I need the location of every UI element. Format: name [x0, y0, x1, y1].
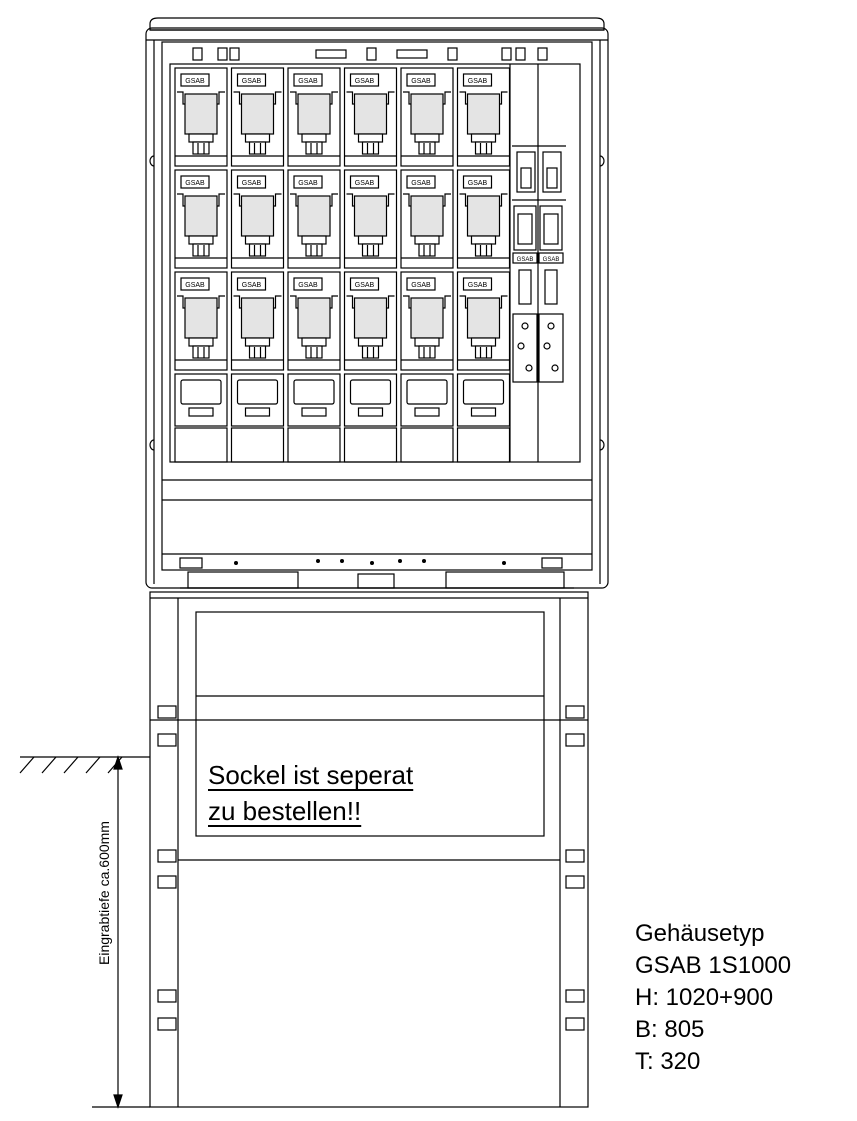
depth-label: Eingrabtiefe ca.600mm — [96, 821, 112, 965]
fuse-label: GSAB — [411, 282, 431, 289]
meter-slot — [232, 374, 284, 462]
meter-slot — [401, 374, 453, 462]
meter-slot — [345, 374, 397, 462]
fuse-label: GSAB — [298, 180, 318, 187]
fuse-holder — [345, 272, 397, 370]
right-fuse-label-2: GSAB — [542, 257, 560, 263]
fuse-holder — [288, 170, 340, 268]
fuse-label: GSAB — [241, 78, 262, 85]
mount-brackets — [180, 572, 574, 588]
fuse-holder — [232, 68, 284, 166]
fuse-holder — [175, 170, 227, 268]
fuse-holder — [401, 68, 453, 166]
fuse-label: GSAB — [185, 282, 205, 289]
right-fuse-label-1: GSAB — [516, 257, 534, 263]
fuse-holder — [401, 272, 453, 370]
fuse-grid — [175, 68, 510, 370]
fuse-label: GSAB — [241, 282, 262, 289]
fuse-holder — [401, 170, 453, 268]
base-socket — [150, 592, 588, 1107]
base-note-line-1: Sockel ist seperat — [208, 760, 414, 790]
meter-row — [175, 374, 510, 462]
housing-type-label: Gehäusetyp — [635, 920, 765, 947]
fuse-label: GSAB — [298, 282, 318, 289]
right-devices — [512, 146, 566, 382]
fuse-holder — [232, 272, 284, 370]
fuse-holder — [175, 272, 227, 370]
housing-height: H: 1020+900 — [635, 984, 774, 1011]
fuse-holder — [345, 170, 397, 268]
fuse-label: GSAB — [185, 78, 205, 85]
fuse-label: GSAB — [354, 180, 375, 187]
meter-slot — [288, 374, 340, 462]
fuse-holder — [175, 68, 227, 166]
fuse-holder — [232, 170, 284, 268]
fuse-holder — [345, 68, 397, 166]
fuse-holder — [458, 68, 510, 166]
housing-depth: T: 320 — [635, 1048, 701, 1075]
fuse-holder — [458, 170, 510, 268]
specs-block — [635, 918, 791, 1078]
fuse-label: GSAB — [354, 78, 375, 85]
fuse-label: GSAB — [411, 78, 431, 85]
top-clips — [193, 48, 547, 60]
fuse-label: GSAB — [241, 180, 262, 187]
meter-slot — [175, 374, 227, 462]
fuse-holder — [288, 68, 340, 166]
fuse-label: GSAB — [467, 180, 488, 187]
base-note-line-2: zu bestellen!! — [208, 796, 362, 826]
fuse-label: GSAB — [467, 282, 488, 289]
fuse-label: GSAB — [298, 78, 318, 85]
fuse-label: GSAB — [467, 78, 488, 85]
fuse-holder — [458, 272, 510, 370]
housing-width: B: 805 — [635, 1016, 705, 1043]
meter-slot — [458, 374, 510, 462]
housing-model: GSAB 1S1000 — [635, 952, 792, 979]
cabinet-bottom-strip — [162, 480, 592, 568]
fuse-holder — [288, 272, 340, 370]
fuse-label: GSAB — [411, 180, 431, 187]
fuse-label: GSAB — [354, 282, 375, 289]
fuse-label: GSAB — [185, 180, 205, 187]
ground-line — [20, 757, 150, 773]
